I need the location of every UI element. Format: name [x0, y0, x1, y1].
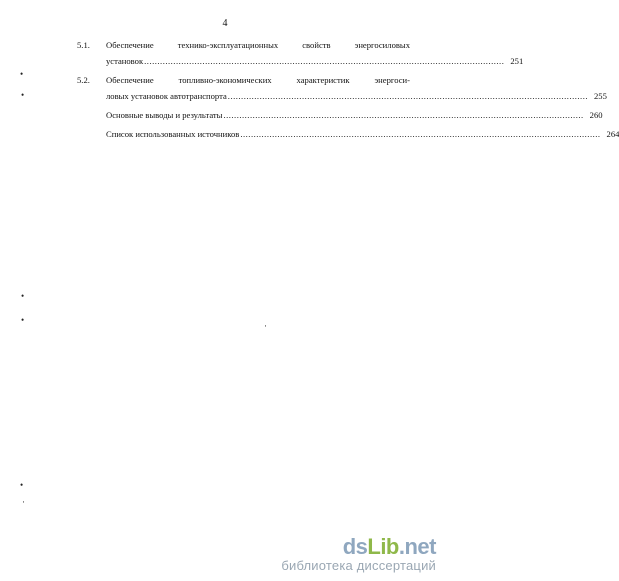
scan-speck: • [21, 315, 25, 325]
toc-entry-5-2 [77, 72, 607, 104]
watermark-subtitle: библиотека диссертаций [281, 558, 436, 573]
table-of-contents [77, 37, 619, 145]
leader-dots: ........................................................................................................................................ [223, 110, 584, 120]
toc-entry-title-continuation: установок [106, 56, 144, 66]
scan-speck: · [264, 321, 267, 331]
toc-page-number: 264 [606, 129, 619, 139]
toc-entry-number: 5.2. [77, 75, 90, 85]
dslib-watermark [281, 536, 436, 573]
toc-entry-references [77, 126, 619, 142]
toc-entry-number: 5.1. [77, 40, 90, 50]
toc-entry-title: Основные выводы и результаты [106, 110, 223, 120]
toc-entry-conclusions [77, 107, 603, 123]
scan-speck: · [22, 497, 25, 507]
scan-speck: • [21, 291, 25, 301]
leader-dots: ........................................................................................................................................ [227, 91, 588, 101]
page-number: 4 [222, 18, 228, 29]
toc-entry-title: Список использованных источников [106, 129, 240, 139]
toc-entry-5-1 [77, 37, 524, 69]
toc-entry-title-line: Обеспечение топливно-экономических характеристик энергоси- [106, 75, 410, 85]
scan-speck: • [20, 69, 24, 79]
toc-entry-title-continuation: ловых установок автотранспорта [106, 91, 227, 101]
toc-page-number: 251 [510, 56, 524, 66]
dslib-logo: dsLib.net [342, 534, 436, 559]
scan-speck: • [21, 90, 25, 100]
toc-page-number: 255 [593, 91, 607, 101]
toc-page-number: 260 [589, 110, 603, 120]
toc-entry-title-line: Обеспечение технико-эксплуатационных свойств энергосиловых [106, 40, 410, 50]
leader-dots: ........................................................................................................................................ [144, 56, 505, 66]
scan-speck: • [20, 480, 24, 490]
leader-dots: ........................................................................................................................................ [240, 129, 601, 139]
